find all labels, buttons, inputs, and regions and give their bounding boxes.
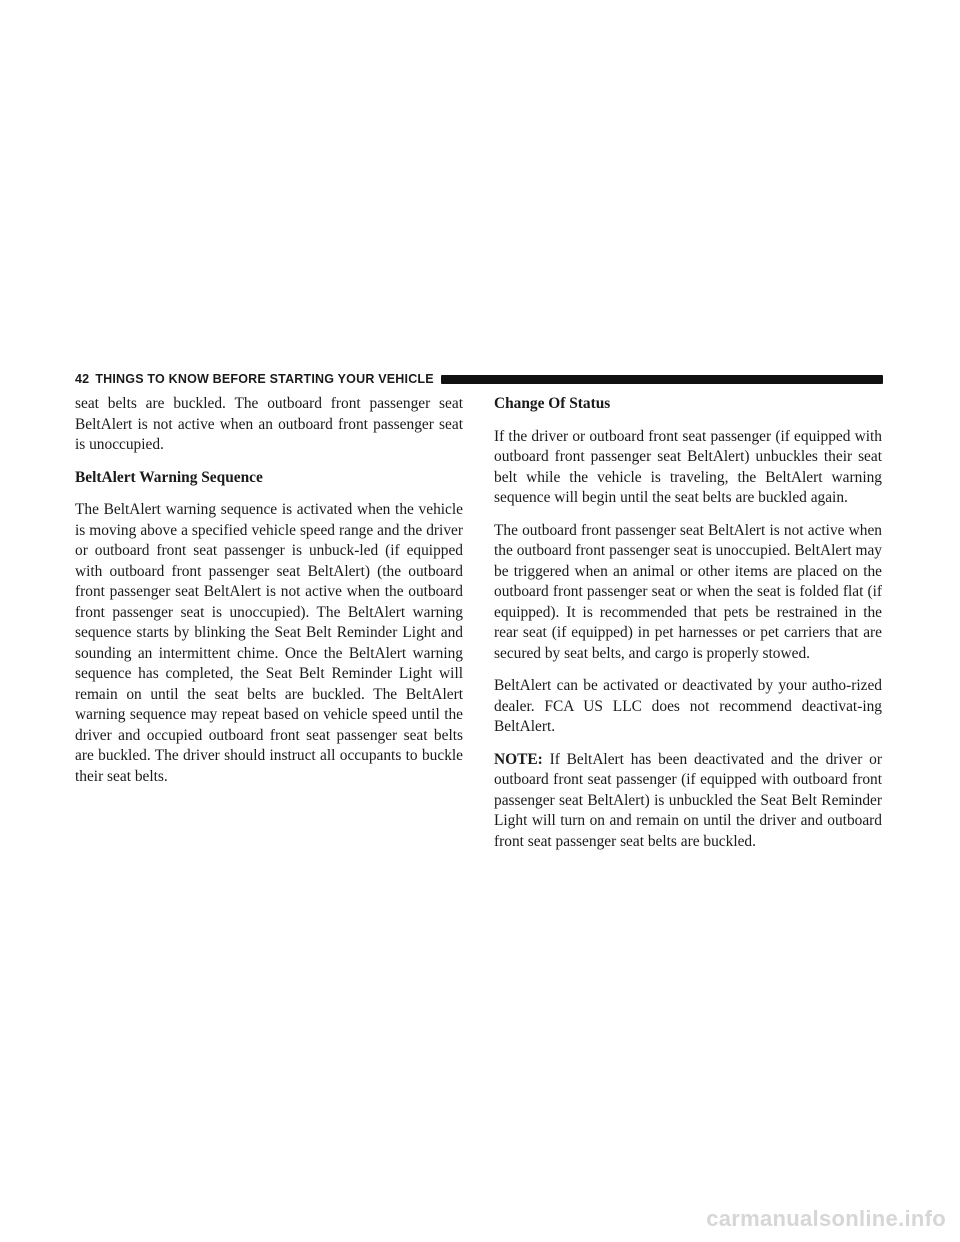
header-rule	[441, 375, 883, 384]
left-paragraph-1: seat belts are buckled. The outboard front passenger seat BeltAlert is not active when an outboard front passenger seat is unoccupied.	[75, 395, 463, 453]
page-number: 42	[75, 372, 90, 386]
left-paragraph-2: The BeltAlert warning sequence is activated when the vehicle is moving above a specified vehicle speed range and the driver or outboard front seat passenger is unbuck-led (if equipped with outboard front passenger seat BeltAlert) (the outboard front passenger seat BeltAlert is not active when the outboard front passenger seat is unoccupied). The BeltAlert warning sequence starts by blinking the Seat Belt Reminder Light and sounding an intermittent chime. Once the BeltAlert warning sequence has completed, the Seat Belt Reminder Light will remain on until the seat belts are buckled. The BeltAlert warning sequence may repeat based on vehicle speed until the driver and occupied outboard front seat passenger seat belts are buckled. The driver should instruct all occupants to buckle their seat belts.	[75, 501, 463, 785]
beltalert-warning-sequence-heading: BeltAlert Warning Sequence	[75, 468, 263, 486]
left-column	[75, 394, 463, 799]
note-text: If BeltAlert has been deactivated and the driver or outboard front seat passenger (if equipped with outboard front passenger seat BeltAlert) is unbuckled the Seat Belt Reminder Light will turn on and remain on until the driver and outboard front seat passenger seat belts are buckled.	[494, 750, 882, 850]
right-paragraph-1: If the driver or outboard front seat passenger (if equipped with outboard front passenger seat BeltAlert) unbuckles their seat belt while the vehicle is traveling, the BeltAlert warning sequence will begin until the seat belts are buckled again.	[494, 427, 882, 506]
section-title: THINGS TO KNOW BEFORE STARTING YOUR VEHICLE	[95, 372, 434, 386]
change-of-status-heading: Change Of Status	[494, 395, 611, 412]
note-paragraph	[494, 750, 882, 853]
right-paragraph-3: BeltAlert can be activated or deactivated by your autho-rized dealer. FCA US LLC does not recommend deactivat-ing BeltAlert.	[494, 677, 882, 735]
page-header	[75, 370, 883, 388]
watermark: carmanualsonline.info	[706, 1206, 946, 1231]
right-column	[494, 394, 882, 864]
note-label: NOTE:	[494, 750, 543, 768]
right-paragraph-2: The outboard front passenger seat BeltAlert is not active when the outboard front passenger seat is unoccupied. BeltAlert may be triggered when an animal or other items are placed on the outboard front passenger seat or when the seat is folded flat (if equipped). It is recommended that pets be restrained in the rear seat (if equipped) in pet harnesses or pet carriers that are secured by seat belts, and cargo is properly stowed.	[494, 521, 882, 662]
